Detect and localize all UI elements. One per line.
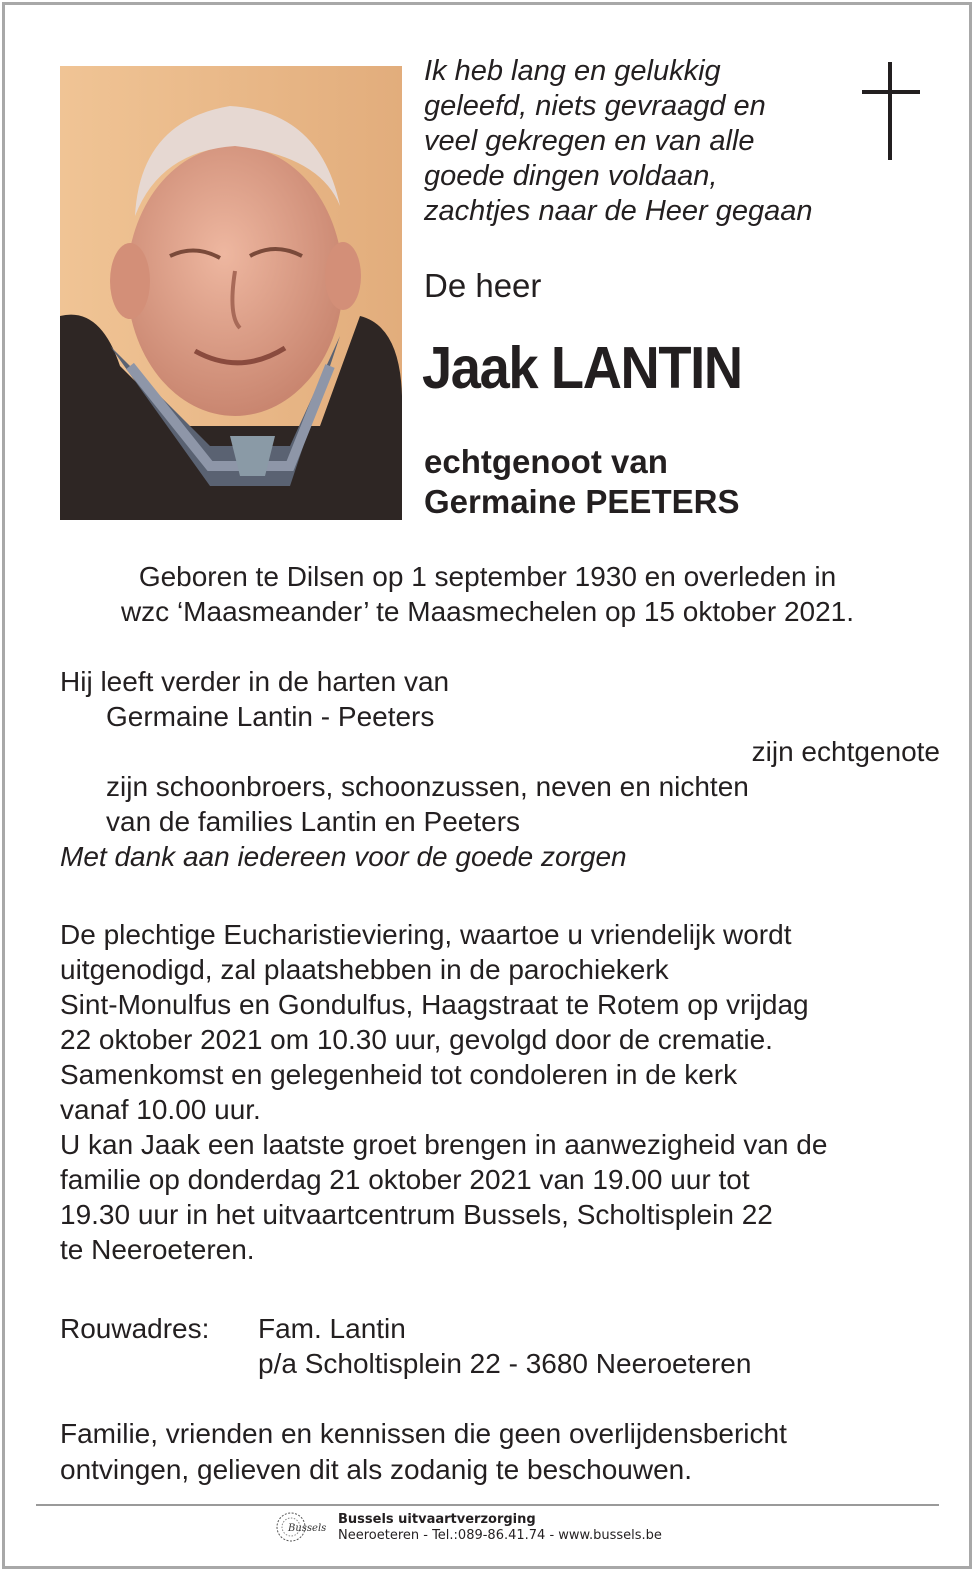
notice <box>60 1416 787 1488</box>
poem-line: geleefd, niets gevraagd en <box>424 90 766 122</box>
spouse-block <box>424 442 739 522</box>
company-name: Bussels uitvaartverzorging <box>338 1512 536 1527</box>
poem <box>424 54 844 229</box>
deceased-name: Jaak LANTIN <box>422 335 742 401</box>
mourning-address <box>60 1311 751 1381</box>
poem-line: zachtjes naar de Heer gegaan <box>424 195 813 227</box>
ceremony-line: 22 oktober 2021 om 10.30 uur, gevolgd door de crematie. <box>60 1024 773 1055</box>
ceremony-line: De plechtige Eucharistieviering, waartoe u vriendelijk wordt <box>60 919 792 950</box>
logo-text: Bussels <box>288 1523 327 1534</box>
survivor-relatives: zijn schoonbroers, schoonzussen, neven en nichten <box>106 771 749 802</box>
company-contact: Neeroeteren - Tel.:089-86.41.74 - www.bussels.be <box>338 1528 662 1543</box>
poem-line: goede dingen voldaan, <box>424 160 718 192</box>
ceremony-line: te Neeroeteren. <box>60 1234 255 1265</box>
ceremony-line: Sint-Monulfus en Gondulfus, Haagstraat te Rotem op vrijdag <box>60 989 809 1020</box>
poem-line: veel gekregen en van alle <box>424 125 755 157</box>
thanks-line: Met dank aan iedereen voor de goede zorgen <box>60 841 627 872</box>
ceremony-line: 19.30 uur in het uitvaartcentrum Bussels, Scholtisplein 22 <box>60 1199 773 1230</box>
birth-line: Geboren te Dilsen op 1 september 1930 en overleden in <box>138 561 837 592</box>
notice-line: ontvingen, gelieven dit als zodanig te beschouwen. <box>60 1454 692 1485</box>
spouse-relation: echtgenoot van <box>424 443 668 480</box>
bussels-logo <box>274 1510 330 1544</box>
death-line: wzc ‘Maasmeander’ te Maasmechelen op 15 oktober 2021. <box>120 596 855 627</box>
survivor-spouse-role: zijn echtgenote <box>751 736 940 767</box>
address-street: p/a Scholtisplein 22 - 3680 Neeroeteren <box>258 1348 752 1379</box>
survivor-spouse-name: Germaine Lantin - Peeters <box>106 701 435 732</box>
portrait-photo <box>60 66 402 520</box>
spouse-name: Germaine PEETERS <box>424 483 740 520</box>
portrait-illustration <box>60 66 402 520</box>
survivor-families: van de families Lantin en Peeters <box>106 806 521 837</box>
ceremony-line: vanaf 10.00 uur. <box>60 1094 261 1125</box>
ceremony-details <box>60 917 940 1267</box>
ceremony-line: U kan Jaak een laatste groet brengen in aanwezigheid van de <box>60 1129 828 1160</box>
address-family: Fam. Lantin <box>258 1313 406 1344</box>
ceremony-line: familie op donderdag 21 oktober 2021 van 19.00 uur tot <box>60 1164 750 1195</box>
address-label: Rouwadres: <box>60 1313 210 1344</box>
ceremony-line: Samenkomst en gelegenheid tot condoleren in de kerk <box>60 1059 738 1090</box>
birth-death-info <box>0 559 975 629</box>
cross-icon <box>862 62 920 160</box>
survivors-list <box>60 664 940 874</box>
funeral-home-info <box>338 1512 662 1544</box>
poem-line: Ik heb lang en gelukkig <box>424 55 721 87</box>
honorific: De heer <box>424 267 542 304</box>
survivors-intro: Hij leeft verder in de harten van <box>60 666 450 697</box>
footer-divider <box>36 1504 939 1506</box>
ceremony-line: uitgenodigd, zal plaatshebben in de parochiekerk <box>60 954 669 985</box>
notice-line: Familie, vrienden en kennissen die geen overlijdensbericht <box>60 1418 787 1449</box>
